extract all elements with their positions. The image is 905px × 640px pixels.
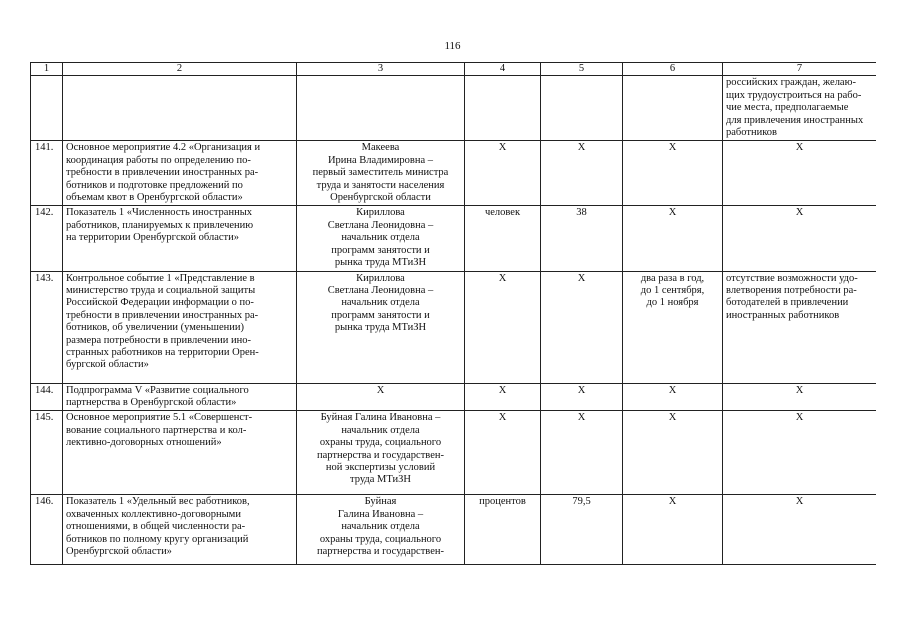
- expected-result: X: [723, 383, 877, 411]
- unit-of-measure: X: [465, 141, 541, 206]
- activity-name: Показатель 1 «Численность иностранных работников, планируемых к привлечению на территории Оренбургской области»: [63, 206, 297, 271]
- responsible-person: [297, 76, 465, 141]
- table-row: [31, 76, 877, 141]
- row-number: 145.: [31, 411, 63, 495]
- row-number: 142.: [31, 206, 63, 271]
- execution-term: X: [623, 411, 723, 495]
- row-number: 141.: [31, 141, 63, 206]
- activity-name: Подпрограмма V «Развитие социального партнерства в Оренбургской области»: [63, 383, 297, 411]
- unit-of-measure: процентов: [465, 495, 541, 565]
- activity-name: Контрольное событие 1 «Представление в министерство труда и социальной защиты Российской Федерации информации о по- требности в привлечении иностранных ра- ботников, об увеличении (уменьшении) размера потребности в привлечении ино- странных работников на территории Орен- бургской области»: [63, 271, 297, 383]
- responsible-person: Кириллова Светлана Леонидовна – начальник отдела программ занятости и рынка труда МТиЗН: [297, 271, 465, 383]
- activity-name: Показатель 1 «Удельный вес работников, охваченных коллективно-договорными отношениями, в общей численности ра- ботников по полному кругу организаций Оренбургской области»: [63, 495, 297, 565]
- expected-result: X: [723, 495, 877, 565]
- execution-term: X: [623, 141, 723, 206]
- activity-name: Основное мероприятие 4.2 «Организация и координация работы по определению по- требности в привлечении иностранных ра- ботников и подготовке предложений по объемам квот в Оренбургской области»: [63, 141, 297, 206]
- unit-of-measure: X: [465, 383, 541, 411]
- indicator-value: X: [541, 411, 623, 495]
- unit-of-measure: человек: [465, 206, 541, 271]
- responsible-person: Макеева Ирина Владимировна – первый заместитель министра труда и занятости населения Оренбургской области: [297, 141, 465, 206]
- table-row: [31, 411, 877, 495]
- header-cell-7: 7: [723, 63, 877, 76]
- row-number: [31, 76, 63, 141]
- table-row: [31, 141, 877, 206]
- header-cell-6: 6: [623, 63, 723, 76]
- responsible-person: Буйная Галина Ивановна – начальник отдела охраны труда, социального партнерства и государствен- ной экспертизы условий труда МТиЗН: [297, 411, 465, 495]
- expected-result: X: [723, 206, 877, 271]
- execution-term: X: [623, 206, 723, 271]
- table-row: [31, 383, 877, 411]
- row-number: 146.: [31, 495, 63, 565]
- indicator-value: 38: [541, 206, 623, 271]
- unit-of-measure: X: [465, 271, 541, 383]
- expected-result: отсутствие возможности удо- влетворения потребности ра- ботодателей в привлечении иностранных работников: [723, 271, 877, 383]
- indicator-value: X: [541, 271, 623, 383]
- indicator-value: X: [541, 141, 623, 206]
- unit-of-measure: X: [465, 411, 541, 495]
- table-row: [31, 495, 877, 565]
- document-sheet: [30, 62, 876, 576]
- execution-term: X: [623, 495, 723, 565]
- row-number: 144.: [31, 383, 63, 411]
- expected-result: X: [723, 141, 877, 206]
- responsible-person: Кириллова Светлана Леонидовна – начальник отдела программ занятости и рынка труда МТиЗН: [297, 206, 465, 271]
- table-header-row: [31, 63, 877, 76]
- execution-term: X: [623, 383, 723, 411]
- activity-name: Основное мероприятие 5.1 «Совершенст- вование социального партнерства и кол- лективно-договорных отношений»: [63, 411, 297, 495]
- header-cell-3: 3: [297, 63, 465, 76]
- header-cell-2: 2: [63, 63, 297, 76]
- responsible-person: Буйная Галина Ивановна – начальник отдела охраны труда, социального партнерства и государствен-: [297, 495, 465, 565]
- row-number: 143.: [31, 271, 63, 383]
- indicator-value: [541, 76, 623, 141]
- header-cell-1: 1: [31, 63, 63, 76]
- page-number: 116: [444, 40, 461, 52]
- table-row: [31, 206, 877, 271]
- expected-result: X: [723, 411, 877, 495]
- header-cell-4: 4: [465, 63, 541, 76]
- table-row: [31, 271, 877, 383]
- plan-table: [30, 62, 876, 565]
- activity-name: [63, 76, 297, 141]
- responsible-person: X: [297, 383, 465, 411]
- indicator-value: 79,5: [541, 495, 623, 565]
- indicator-value: X: [541, 383, 623, 411]
- execution-term: [623, 76, 723, 141]
- execution-term: два раза в год, до 1 сентября, до 1 ноября: [623, 271, 723, 383]
- expected-result: российских граждан, желаю- щих трудоустроиться на рабо- чие места, предполагаемые для привлечения иностранных работников: [723, 76, 877, 141]
- header-cell-5: 5: [541, 63, 623, 76]
- unit-of-measure: [465, 76, 541, 141]
